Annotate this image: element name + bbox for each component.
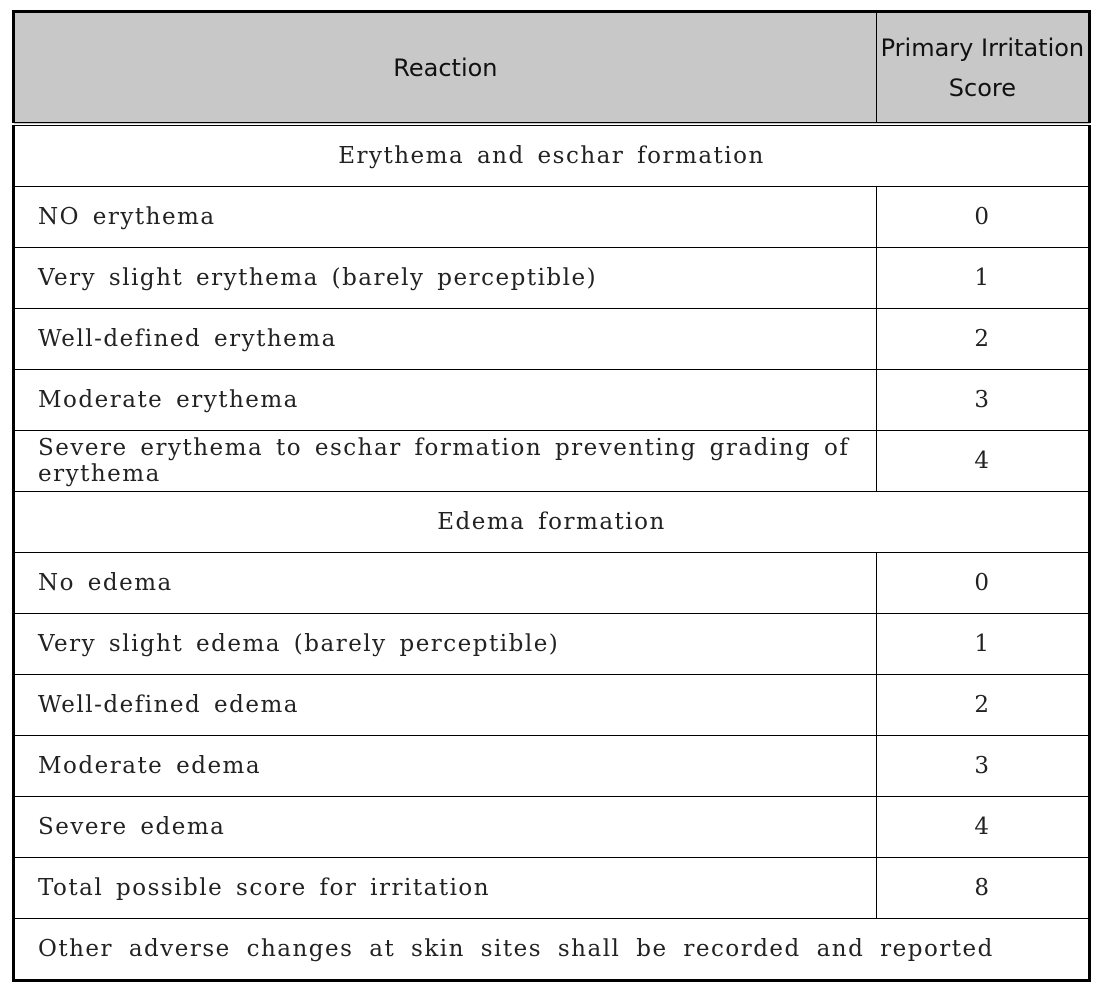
table-row (14, 370, 1090, 431)
total-row (14, 858, 1090, 919)
section-title-erythema: Erythema and eschar formation (14, 124, 1090, 187)
table-row (14, 248, 1090, 309)
reaction-cell: Very slight erythema (barely perceptible) (14, 248, 877, 309)
total-score: 8 (876, 858, 1089, 919)
footnote-text: Other adverse changes at skin sites shall be recorded and reported (14, 919, 1090, 981)
reaction-cell: Severe edema (14, 797, 877, 858)
table-header-row (14, 12, 1090, 125)
score-cell: 1 (876, 614, 1089, 675)
total-label: Total possible score for irritation (14, 858, 877, 919)
table-row (14, 187, 1090, 248)
score-cell: 2 (876, 675, 1089, 736)
score-cell: 2 (876, 309, 1089, 370)
reaction-cell: Well-defined edema (14, 675, 877, 736)
reaction-cell: No edema (14, 553, 877, 614)
section-row-erythema (14, 124, 1090, 187)
score-cell: 1 (876, 248, 1089, 309)
irritation-score-table (12, 10, 1091, 982)
score-cell: 0 (876, 187, 1089, 248)
reaction-cell: Severe erythema to eschar formation preventing grading of erythema (14, 431, 877, 492)
table-row (14, 431, 1090, 492)
score-cell: 3 (876, 370, 1089, 431)
section-row-edema (14, 492, 1090, 553)
footnote-row (14, 919, 1090, 981)
reaction-cell: Well-defined erythema (14, 309, 877, 370)
table-row (14, 736, 1090, 797)
score-cell: 4 (876, 797, 1089, 858)
score-header-line1: Primary Irritation (880, 33, 1085, 62)
table-row (14, 675, 1090, 736)
score-cell: 0 (876, 553, 1089, 614)
reaction-cell: Moderate edema (14, 736, 877, 797)
reaction-cell: Moderate erythema (14, 370, 877, 431)
table-row (14, 309, 1090, 370)
score-cell: 3 (876, 736, 1089, 797)
reaction-column-header: Reaction (14, 12, 877, 125)
table-row (14, 614, 1090, 675)
score-column-header (876, 12, 1089, 125)
section-title-edema: Edema formation (14, 492, 1090, 553)
table-row (14, 553, 1090, 614)
score-header-line2: Score (948, 73, 1016, 102)
reaction-cell: NO erythema (14, 187, 877, 248)
score-cell: 4 (876, 431, 1089, 492)
reaction-cell: Very slight edema (barely perceptible) (14, 614, 877, 675)
table-row (14, 797, 1090, 858)
